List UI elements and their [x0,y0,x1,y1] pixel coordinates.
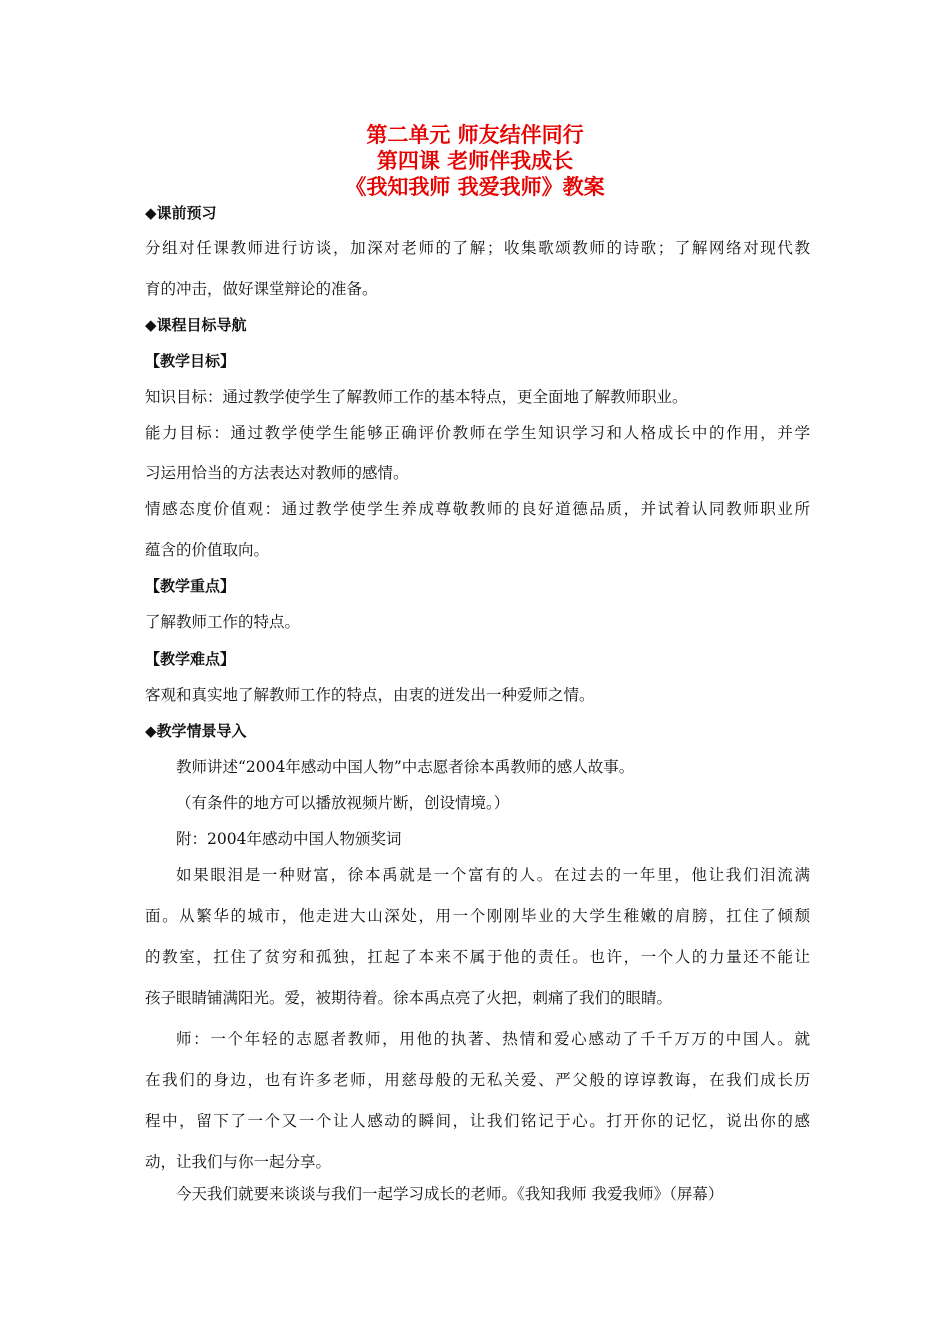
ability-goal-line-1: 能力目标：通过教学使学生能够正确评价教师在学生知识学习和人格成长中的作用，并学 [145,424,810,442]
emotion-goal-line-1: 情感态度价值观：通过教学使学生养成尊敬教师的良好道德品质，并试着认同教师职业所 [145,500,810,518]
award-line-4: 孩子眼睛铺满阳光。爱，被期待着。徐本禹点亮了火把，刺痛了我们的眼睛。 [145,989,673,1007]
difficulty-heading: 【教学难点】 [145,650,236,668]
intro-heading: ◆教学情景导入 [145,722,247,740]
intro-paragraph-1: 教师讲述“2004年感动中国人物”中志愿者徐本禹教师的感人故事。 [176,758,635,776]
knowledge-goal: 知识目标：通过教学使学生了解教师工作的基本特点，更全面地了解教师职业。 [145,388,688,406]
key-heading: 【教学重点】 [145,577,236,595]
intro-paragraph-2: （有条件的地方可以播放视频片断，创设情境。） [176,794,510,812]
teach-goal-heading: 【教学目标】 [145,352,236,370]
goals-heading: ◆课程目标导航 [145,316,247,334]
preview-text-line-2: 育的冲击，做好课堂辩论的准备。 [145,280,378,298]
preview-heading: ◆课前预习 [145,204,217,222]
intro-paragraph-3: 附：2004年感动中国人物颁奖词 [176,830,402,848]
teacher-line-3: 程中，留下了一个又一个让人感动的瞬间，让我们铭记于心。打开你的记忆，说出你的感 [145,1112,810,1130]
teacher-line-4: 动，让我们与你一起分享。 [145,1153,332,1171]
today-line: 今天我们就要来谈谈与我们一起学习成长的老师。《我知我师 我爱我师》（屏幕） [176,1185,724,1203]
lesson-title: 第四课 老师伴我成长 [376,149,574,173]
teacher-line-2: 在我们的身边，也有许多老师，用慈母般的无私关爱、严父般的谆谆教诲，在我们成长历 [145,1071,810,1089]
award-line-3: 的教室，扛住了贫穷和孤独，扛起了本来不属于他的责任。也许，一个人的力量还不能让 [145,948,810,966]
award-line-2: 面。从繁华的城市，他走进大山深处，用一个刚刚毕业的大学生稚嫩的肩膀，扛住了倾颓 [145,907,810,925]
key-text: 了解教师工作的特点。 [145,613,301,631]
unit-title: 第二单元 师友结伴同行 [366,123,584,147]
emotion-goal-line-2: 蕴含的价值取向。 [145,541,270,559]
ability-goal-line-2: 习运用恰当的方法表达对教师的感情。 [145,464,409,482]
plan-title: 《我知我师 我爱我师》教案 [345,175,605,199]
award-line-1: 如果眼泪是一种财富，徐本禹就是一个富有的人。在过去的一年里，他让我们泪流满 [176,866,810,884]
difficulty-text: 客观和真实地了解教师工作的特点，由衷的迸发出一种爱师之情。 [145,686,595,704]
teacher-line-1: 师：一个年轻的志愿者教师，用他的执著、热情和爱心感动了千千万万的中国人。就 [176,1030,810,1048]
preview-text-line-1: 分组对任课教师进行访谈，加深对老师的了解；收集歌颂教师的诗歌；了解网络对现代教 [145,239,810,257]
